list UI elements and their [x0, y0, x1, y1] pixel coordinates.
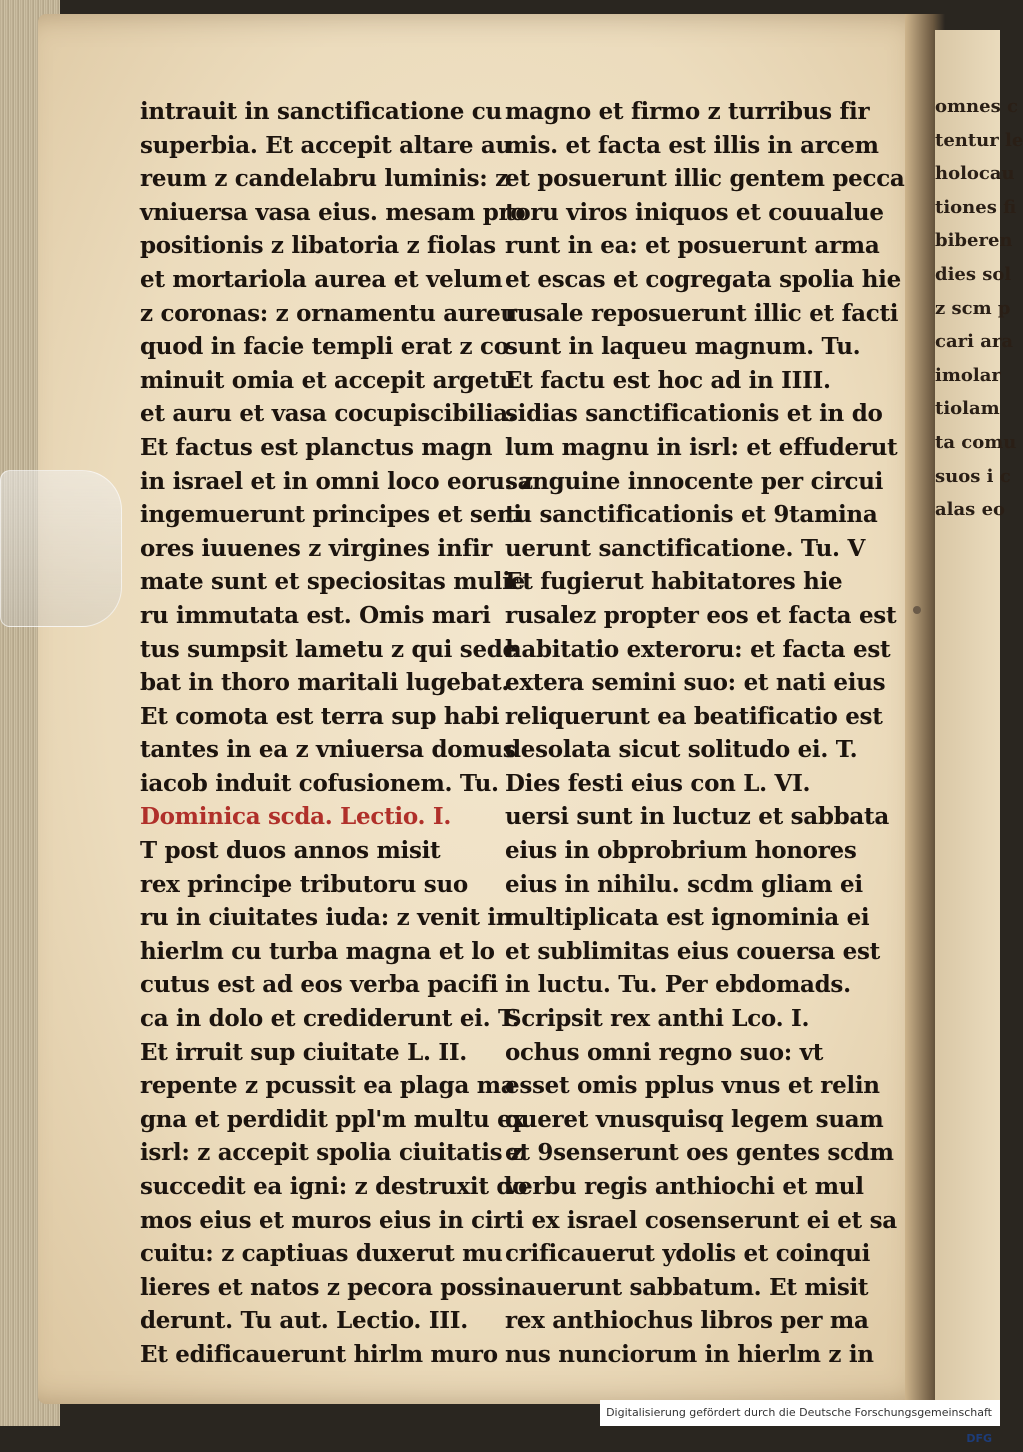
left-column-block-2 — [140, 834, 528, 1372]
text-line: omnes c — [935, 96, 1018, 117]
text-line: alas eo — [935, 499, 1006, 521]
text-line: suos i c — [935, 465, 1011, 487]
text-line: uersi sunt in luctuz et sabbata — [505, 803, 889, 831]
text-line: ingemuerunt principes et seni — [140, 501, 522, 529]
text-line: Et factu est hoc ad in IIII. — [505, 366, 831, 394]
text-line: hierlm cu turba magna et lo — [140, 937, 495, 965]
text-line: positionis z libatoria z fiolas — [140, 232, 496, 260]
text-line: z scm p — [935, 297, 1011, 319]
text-line: sidias sanctificationis et in do — [505, 400, 883, 428]
text-line: in luctu. Tu. Per ebdomads. — [505, 971, 851, 999]
text-line: tu sanctificationis et 9tamina — [505, 501, 878, 529]
text-line: tiones fi — [935, 196, 1017, 218]
text-line: Et factus est planctus magn — [140, 433, 493, 461]
text-line: lieres et natos z pecora possi — [140, 1273, 505, 1301]
text-line: esset omis pplus vnus et relin — [505, 1072, 880, 1100]
text-line: cuitu: z captiuas duxerut mu — [140, 1240, 503, 1268]
text-line: et 9senserunt oes gentes scdm — [505, 1139, 894, 1167]
text-line: imolar — [935, 364, 1001, 386]
text-line: et mortariola aurea et velum — [140, 265, 503, 293]
text-line: toru viros iniquos et couualue — [505, 198, 884, 226]
text-line: nauerunt sabbatum. Et misit — [505, 1273, 869, 1301]
footer-text: Digitalisierung gefördert durch die Deutsche Forschungsgemeinschaft — [606, 1406, 992, 1419]
text-line: reum z candelabru luminis: z — [140, 165, 508, 193]
text-line: reliquerunt ea beatificatio est — [505, 702, 883, 730]
text-line: superbia. Et accepit altare au — [140, 131, 512, 159]
text-line: nus nunciorum in hierlm z in — [505, 1340, 874, 1368]
text-line: biberen — [935, 230, 1013, 252]
text-line: quod in facie templi erat z co — [140, 333, 509, 361]
text-line: z coronas: z ornamentu aureu — [140, 299, 517, 327]
dfg-logo: DFG — [966, 1432, 992, 1445]
text-line: Scripsit rex anthi Lco. I. — [505, 1005, 810, 1033]
text-line: cutus est ad eos verba pacifi — [140, 971, 498, 999]
text-line: ta comu — [935, 431, 1017, 453]
text-line: queret vnusquisq legem suam — [505, 1105, 884, 1133]
text-line: sunt in laqueu magnum. Tu. — [505, 333, 861, 361]
text-line: tantes in ea z vniuersa domus — [140, 736, 516, 764]
text-line: extera semini suo: et nati eius — [505, 669, 886, 697]
left-column-block-1 — [140, 95, 533, 800]
text-line: rex principe tributoru suo — [140, 870, 468, 898]
text-line: isrl: z accepit spolia ciuitatis z — [140, 1139, 523, 1167]
page-clip — [0, 470, 122, 627]
left-text-column — [140, 95, 533, 1372]
text-line: ru in ciuitates iuda: z venit in — [140, 904, 513, 932]
text-line: gna et perdidit ppl'm multu ex — [140, 1105, 525, 1133]
text-line: Dies festi eius con L. VI. — [505, 769, 811, 797]
facing-page-text — [935, 90, 1023, 527]
text-line: lum magnu in isrl: et effuderut — [505, 433, 898, 461]
text-line: dies sol — [935, 263, 1012, 285]
text-line: ru immutata est. Omis mari — [140, 601, 491, 629]
text-line: Et irruit sup ciuitate L. II. — [140, 1038, 467, 1066]
text-line: runt in ea: et posuerunt arma — [505, 232, 880, 260]
text-line: uerunt sanctificatione. Tu. V — [505, 534, 865, 562]
text-line: magno et firmo z turribus fir — [505, 98, 870, 125]
text-line: Et comota est terra sup habi — [140, 702, 500, 730]
text-line: cari ara — [935, 331, 1014, 353]
text-line: mos eius et muros eius in cir — [140, 1206, 506, 1234]
text-line: rex anthiochus libros per ma — [505, 1307, 869, 1335]
text-line: derunt. Tu aut. Lectio. III. — [140, 1307, 468, 1335]
text-line: intrauit in sanctificatione cu — [140, 98, 502, 125]
facing-page — [935, 30, 1023, 1410]
text-line: tentur le — [935, 129, 1023, 151]
text-line: tus sumpsit lametu z qui sede — [140, 635, 517, 663]
ink-spot — [913, 606, 921, 614]
text-line: Et edificauerunt hirlm muro — [140, 1340, 498, 1368]
text-line: ti ex israel cosenserunt ei et sa — [505, 1206, 897, 1234]
right-text-column — [505, 95, 905, 1372]
footer-credit — [600, 1400, 1000, 1445]
text-line: mate sunt et speciositas mulie — [140, 568, 525, 596]
text-line: et auru et vasa cocupiscibilia. — [140, 400, 516, 428]
text-line: crificauerut ydolis et coinqui — [505, 1240, 871, 1268]
text-line: ores iuuenes z virgines infir — [140, 534, 493, 562]
text-line: habitatio exteroru: et facta est — [505, 635, 891, 663]
section-heading: Dominica scda. Lectio. I. — [140, 803, 452, 831]
text-line: verbu regis anthiochi et mul — [505, 1173, 864, 1200]
text-line: minuit omia et accepit argetu — [140, 366, 516, 394]
text-line: iacob induit cofusionem. Tu. — [140, 769, 499, 797]
text-line: T post duos annos misit — [140, 837, 441, 865]
text-line: sanguine innocente per circui — [505, 467, 884, 495]
text-line: repente z pcussit ea plaga ma — [140, 1072, 516, 1100]
text-line: desolata sicut solitudo ei. T. — [505, 736, 858, 764]
text-line: ca in dolo et crediderunt ei. T. — [140, 1005, 520, 1033]
text-line: vniuersa vasa eius. mesam pro — [140, 198, 526, 226]
text-line: et sublimitas eius couersa est — [505, 937, 880, 965]
text-line: et posuerunt illic gentem pecca — [505, 165, 905, 193]
text-line: mis. et facta est illis in arcem — [505, 131, 879, 159]
text-line: holocau — [935, 163, 1015, 185]
text-line: eius in obprobrium honores — [505, 837, 857, 865]
text-line: succedit ea igni: z destruxit do — [140, 1173, 528, 1200]
text-line: rusale reposuerunt illic et facti — [505, 299, 899, 327]
text-line: Et fugierut habitatores hie — [505, 568, 843, 596]
text-line: tiolam — [935, 398, 1000, 420]
text-line: rusalez propter eos et facta est — [505, 601, 897, 629]
text-line: multiplicata est ignominia ei — [505, 904, 870, 932]
text-line: in israel et in omni loco eoru. z — [140, 467, 533, 495]
text-line: et escas et cogregata spolia hie — [505, 265, 901, 293]
text-line: ochus omni regno suo: vt — [505, 1038, 824, 1066]
text-line: bat in thoro maritali lugebat. — [140, 669, 510, 697]
text-line: eius in nihilu. scdm gliam ei — [505, 870, 863, 898]
